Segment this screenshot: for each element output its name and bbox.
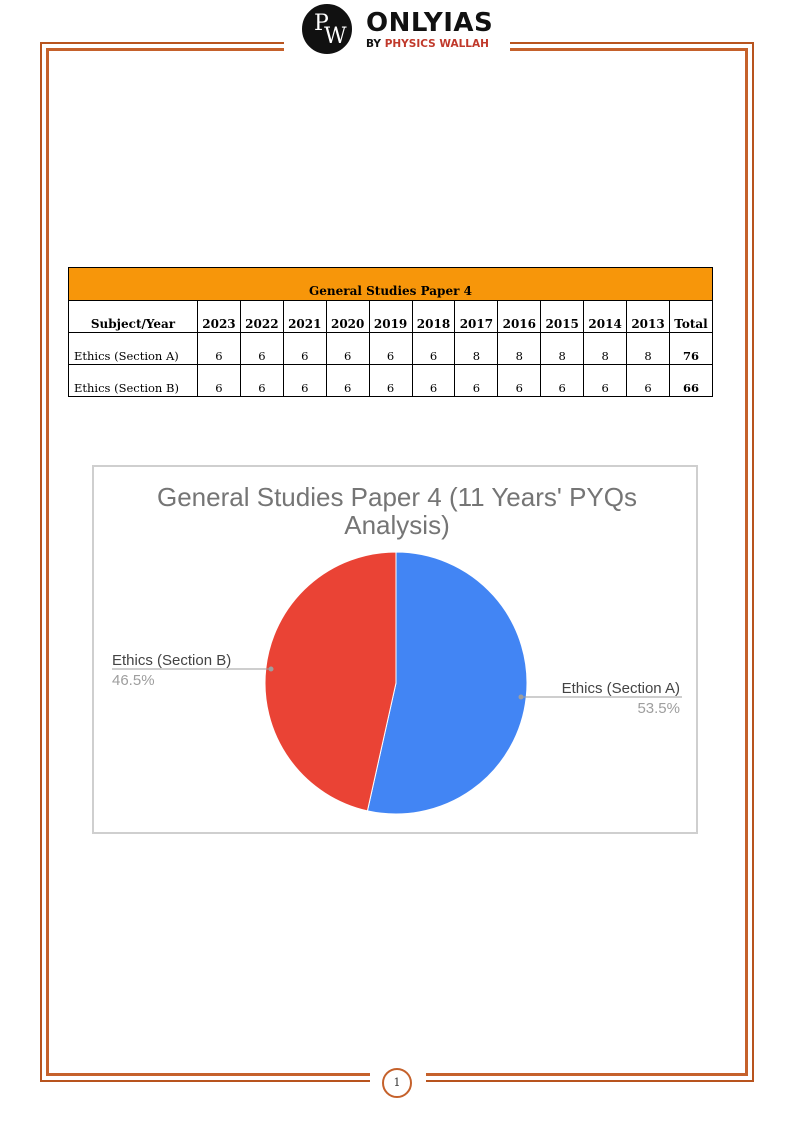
column-header: 2019 (369, 301, 412, 333)
table-cell: 6 (412, 365, 455, 397)
brand-tagline: BY PHYSICS WALLAH (366, 38, 489, 50)
leader-dot (269, 667, 274, 672)
column-header: Subject/Year (69, 301, 198, 333)
slice-percent-label: 53.5% (637, 700, 680, 717)
table-cell: 6 (283, 333, 326, 365)
table-cell: 6 (198, 333, 241, 365)
table-cell: 6 (412, 333, 455, 365)
slice-label: Ethics (Section B) (112, 652, 232, 669)
column-header: Total (669, 301, 712, 333)
table-cell: 6 (283, 365, 326, 397)
table-cell: 6 (627, 365, 670, 397)
table-cell: 6 (369, 333, 412, 365)
column-header: 2016 (498, 301, 541, 333)
slice-percent-label: 46.5% (112, 672, 155, 689)
table-title: General Studies Paper 4 (69, 268, 713, 301)
column-header: 2015 (541, 301, 584, 333)
table-cell: 8 (627, 333, 670, 365)
slice-label: Ethics (Section A) (561, 680, 680, 697)
pw-logo-icon: P W (302, 4, 352, 54)
column-header: 2017 (455, 301, 498, 333)
table-cell: 8 (498, 333, 541, 365)
table-cell: 6 (326, 333, 369, 365)
table-cell: 6 (369, 365, 412, 397)
page-number: 1 (382, 1068, 412, 1098)
table-cell: 6 (498, 365, 541, 397)
row-total: 66 (669, 365, 712, 397)
chart-title-line: Analysis) (344, 510, 450, 540)
table-cell: 6 (198, 365, 241, 397)
table-cell: 8 (455, 333, 498, 365)
table-cell: 8 (584, 333, 627, 365)
table-cell: 6 (455, 365, 498, 397)
row-total: 76 (669, 333, 712, 365)
row-subject: Ethics (Section B) (69, 365, 198, 397)
table-cell: 6 (584, 365, 627, 397)
column-header: 2020 (326, 301, 369, 333)
chart-title-line: General Studies Paper 4 (11 Years' PYQs (157, 482, 637, 512)
column-header: 2023 (198, 301, 241, 333)
row-subject: Ethics (Section A) (69, 333, 198, 365)
table-cell: 6 (326, 365, 369, 397)
column-header: 2022 (240, 301, 283, 333)
column-header: 2018 (412, 301, 455, 333)
column-header: 2021 (283, 301, 326, 333)
leader-dot (519, 695, 524, 700)
table-cell: 6 (240, 333, 283, 365)
table-cell: 8 (541, 333, 584, 365)
table-cell: 6 (240, 365, 283, 397)
table-cell: 6 (541, 365, 584, 397)
column-header: 2014 (584, 301, 627, 333)
column-header: 2013 (627, 301, 670, 333)
pie-slice (265, 552, 396, 811)
brand-name: ONLYIAS (366, 8, 494, 38)
